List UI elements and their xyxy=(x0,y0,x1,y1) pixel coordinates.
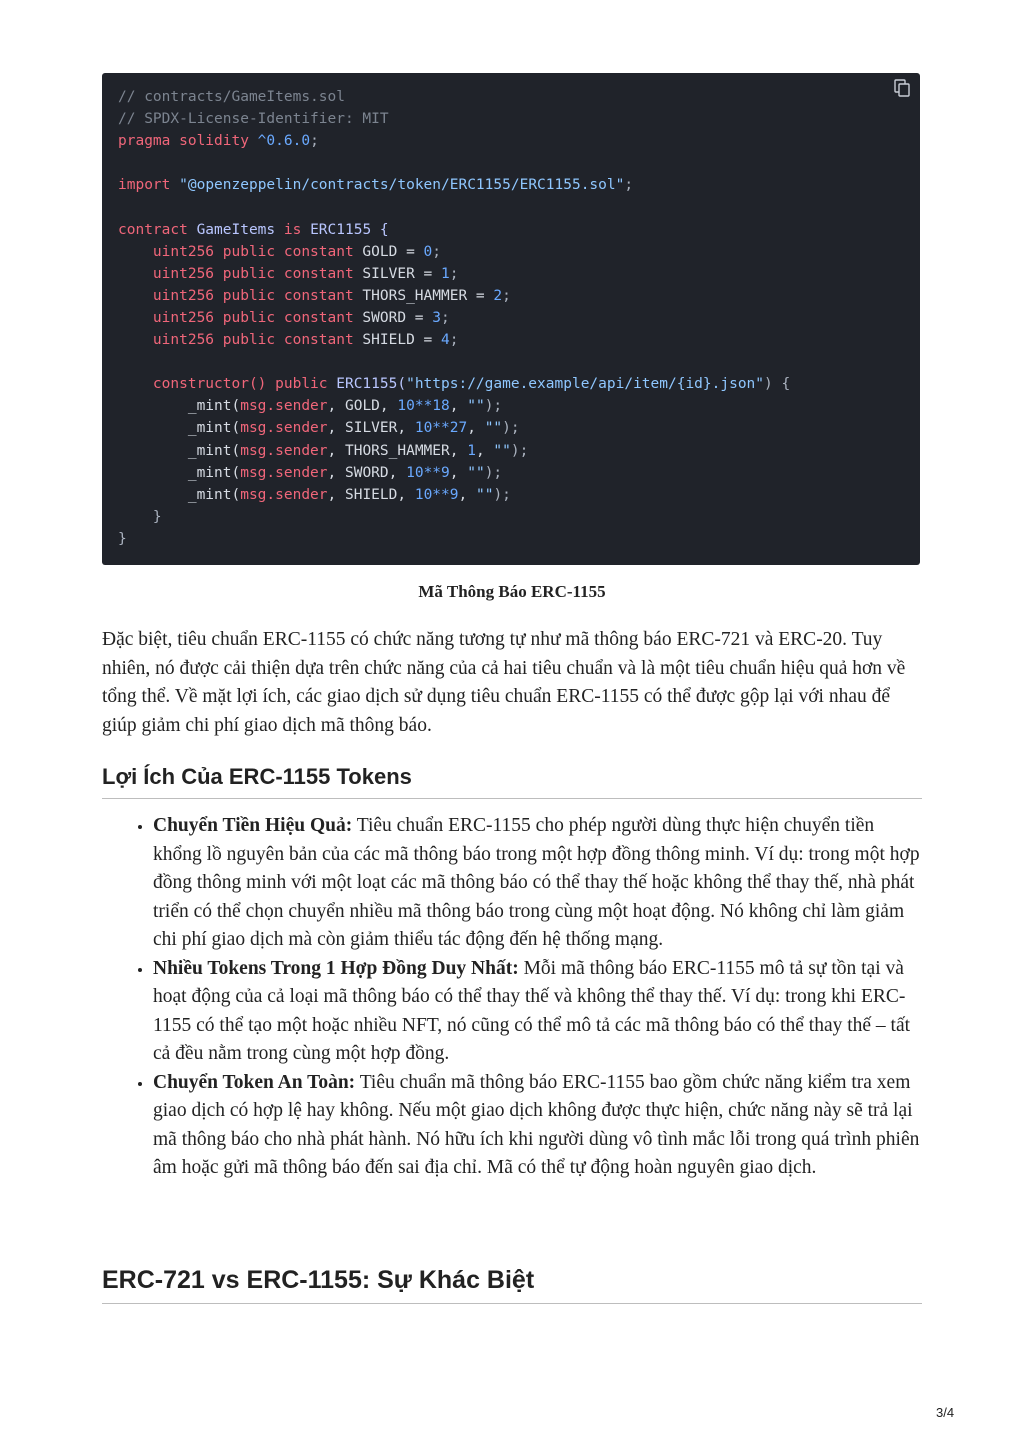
code-token: , SWORD, xyxy=(327,464,407,481)
code-line xyxy=(118,351,920,373)
code-token: , THORS_HAMMER, xyxy=(327,442,468,459)
code-token: SWORD = xyxy=(353,309,433,326)
code-token: msg.sender xyxy=(240,420,328,437)
code-token: "" xyxy=(475,486,494,503)
code-line xyxy=(118,373,920,395)
code-token: uint256 public constant xyxy=(118,309,354,326)
code-token: // contracts/GameItems.sol xyxy=(118,89,345,105)
code-block xyxy=(102,73,920,565)
code-token: "" xyxy=(493,442,511,459)
code-line xyxy=(118,440,920,462)
code-token xyxy=(170,177,179,193)
code-token: ; xyxy=(449,265,459,282)
code-token: _mint( xyxy=(118,398,241,415)
code-token: ); xyxy=(484,398,503,415)
code-token: , GOLD, xyxy=(327,398,398,415)
code-token: ); xyxy=(484,464,503,481)
code-token: GOLD = xyxy=(353,243,424,260)
code-token: 10**18 xyxy=(397,398,450,415)
code-line xyxy=(118,196,920,218)
benefit-item xyxy=(153,955,924,1069)
code-token: _mint( xyxy=(118,464,241,481)
code-token: 1 xyxy=(467,442,476,459)
code-line xyxy=(118,506,920,528)
code-token: ^0.6.0 xyxy=(248,133,311,150)
code-token: , xyxy=(449,398,468,415)
code-token: msg.sender xyxy=(240,464,328,481)
code-token: "@openzeppelin/contracts/token/ERC1155/ERC1155.sol" xyxy=(179,177,625,194)
code-token: constructor() public xyxy=(118,376,328,393)
code-token: } xyxy=(118,530,127,547)
code-line xyxy=(118,528,920,550)
benefits-heading: Lợi Ích Của ERC-1155 Tokens xyxy=(102,764,922,799)
code-token: _mint( xyxy=(118,420,241,437)
code-token: ; xyxy=(624,177,634,194)
benefit-item xyxy=(153,1069,924,1183)
code-token: msg.sender xyxy=(240,442,328,459)
code-token: , xyxy=(458,486,476,503)
code-line xyxy=(118,86,920,108)
code-token: "" xyxy=(467,398,485,415)
code-token: ; xyxy=(432,243,442,260)
code-token: ; xyxy=(310,133,319,150)
code-token: ERC1155( xyxy=(327,376,407,393)
code-line xyxy=(118,395,920,417)
code-token: ); xyxy=(510,442,529,459)
code-line xyxy=(118,130,920,152)
code-line xyxy=(118,108,920,130)
code-token: "" xyxy=(484,420,503,437)
code-token: } xyxy=(118,508,162,525)
benefit-text: Mỗi mã thông báo ERC-1155 mô tả sự tồn tại và hoạt động của cả loại mã thông báo có thể thay thế và không thể thay thế. Ví dụ: trong khi ERC-1155 có thể tạo một hoặc nhiều NFT, nó cũng có thể mô tả các mã thông báo có thể thay thế – tất cả đều nằm trong cùng một hợp đồng. xyxy=(153,957,911,1064)
code-token: uint256 public constant xyxy=(118,243,354,260)
code-token: is xyxy=(283,221,302,238)
code-token: ; xyxy=(502,287,511,304)
code-token: ; xyxy=(449,332,459,349)
code-line xyxy=(118,285,920,307)
code-line xyxy=(118,174,920,196)
code-token: 10**27 xyxy=(414,420,468,437)
benefit-text: Tiêu chuẩn ERC-1155 cho phép người dùng thực hiện chuyển tiền khổng lồ nguyên bản của các mã thông báo trong một hợp đồng thông minh. Ví dụ: trong một hợp đồng thông minh với một loạt các mã thông báo có thể thay thế hoặc không thể thay thế, nhà phát triển có thể chọn chuyển nhiều mã thông báo trong cùng một hoạt động. Nó không chỉ làm giảm chi phí giao dịch mà còn giảm thiểu tác động đến hệ thống mạng. xyxy=(153,815,920,950)
code-token: uint256 public constant xyxy=(118,332,354,349)
code-line xyxy=(118,152,920,174)
code-token: msg.sender xyxy=(240,398,328,415)
code-token: // SPDX-License-Identifier: MIT xyxy=(118,111,389,128)
code-token: 10**9 xyxy=(414,486,459,503)
benefit-item xyxy=(153,812,924,955)
code-token: THORS_HAMMER = xyxy=(353,287,494,304)
code-lines xyxy=(118,86,920,550)
code-token: 1 xyxy=(441,265,450,282)
code-token: ); xyxy=(502,420,520,437)
comparison-heading: ERC-721 vs ERC-1155: Sự Khác Biệt xyxy=(102,1266,922,1304)
code-token: , xyxy=(467,420,485,437)
code-token: ERC1155 { xyxy=(301,221,389,238)
code-token: 2 xyxy=(493,287,503,304)
benefit-title: Chuyển Tiền Hiệu Quả: xyxy=(153,815,353,836)
code-token: _mint( xyxy=(118,442,241,459)
code-token: msg.sender xyxy=(240,486,328,503)
benefit-text: Tiêu chuẩn mã thông báo ERC-1155 bao gồm chức năng kiểm tra xem giao dịch có hợp lệ hay không. Nếu một giao dịch không được thực hiện, chức năng này sẽ trả lại mã thông báo cho nhà phát hành. Nó hữu ích khi người dùng vô tình mắc lỗi trong quá trình phiên âm hoặc gửi mã thông báo đến sai địa chỉ. Mã có thể tự động hoàn nguyên giao dịch. xyxy=(153,1071,920,1178)
code-line xyxy=(118,484,920,506)
code-token: import xyxy=(118,177,171,194)
code-token: ); xyxy=(493,486,511,503)
code-line xyxy=(118,219,920,241)
code-token: _mint( xyxy=(118,486,241,503)
copy-icon[interactable] xyxy=(894,79,910,97)
benefit-title: Chuyển Token An Toàn: xyxy=(153,1071,356,1093)
code-token: "https://game.example/api/item/{id}.json" xyxy=(406,376,765,393)
code-token: uint256 public constant xyxy=(118,287,354,304)
code-token: , SHIELD, xyxy=(327,486,415,503)
code-token: SILVER = xyxy=(353,265,442,282)
code-token: , xyxy=(449,464,468,481)
code-token: GameItems xyxy=(187,221,284,238)
code-token: 3 xyxy=(432,309,442,326)
code-line xyxy=(118,307,920,329)
code-token: 4 xyxy=(441,332,450,349)
code-line xyxy=(118,241,920,263)
benefit-title: Nhiều Tokens Trong 1 Hợp Đồng Duy Nhất: xyxy=(153,957,519,979)
code-token: ; xyxy=(441,309,450,326)
page-number: 3/4 xyxy=(936,1405,955,1420)
code-token: "" xyxy=(467,464,485,481)
code-token: , SILVER, xyxy=(327,420,415,437)
code-token: contract xyxy=(118,221,188,238)
code-token: uint256 public constant xyxy=(118,265,354,282)
code-token: , xyxy=(475,442,494,459)
code-token: 0 xyxy=(423,243,433,260)
code-token: 10**9 xyxy=(406,464,450,481)
code-line xyxy=(118,329,920,351)
code-line xyxy=(118,417,920,439)
intro-paragraph: Đặc biệt, tiêu chuẩn ERC-1155 có chức năng tương tự như mã thông báo ERC-721 và ERC-20. Tuy nhiên, nó được cải thiện dựa trên chức năng của cả hai tiêu chuẩn và là một tiêu chuẩn hiệu quả hơn về tổng thể. Về mặt lợi ích, các giao dịch sử dụng tiêu chuẩn ERC-1155 có thể được gộp lại với nhau để giúp giảm chi phí giao dịch mã thông báo. xyxy=(102,629,906,736)
code-token: ) { xyxy=(764,376,791,393)
code-token: pragma solidity xyxy=(118,133,249,150)
code-line xyxy=(118,462,920,484)
benefits-list xyxy=(102,812,924,1183)
code-token: SHIELD = xyxy=(353,332,442,349)
code-caption: Mã Thông Báo ERC-1155 xyxy=(418,582,606,601)
code-line xyxy=(118,263,920,285)
